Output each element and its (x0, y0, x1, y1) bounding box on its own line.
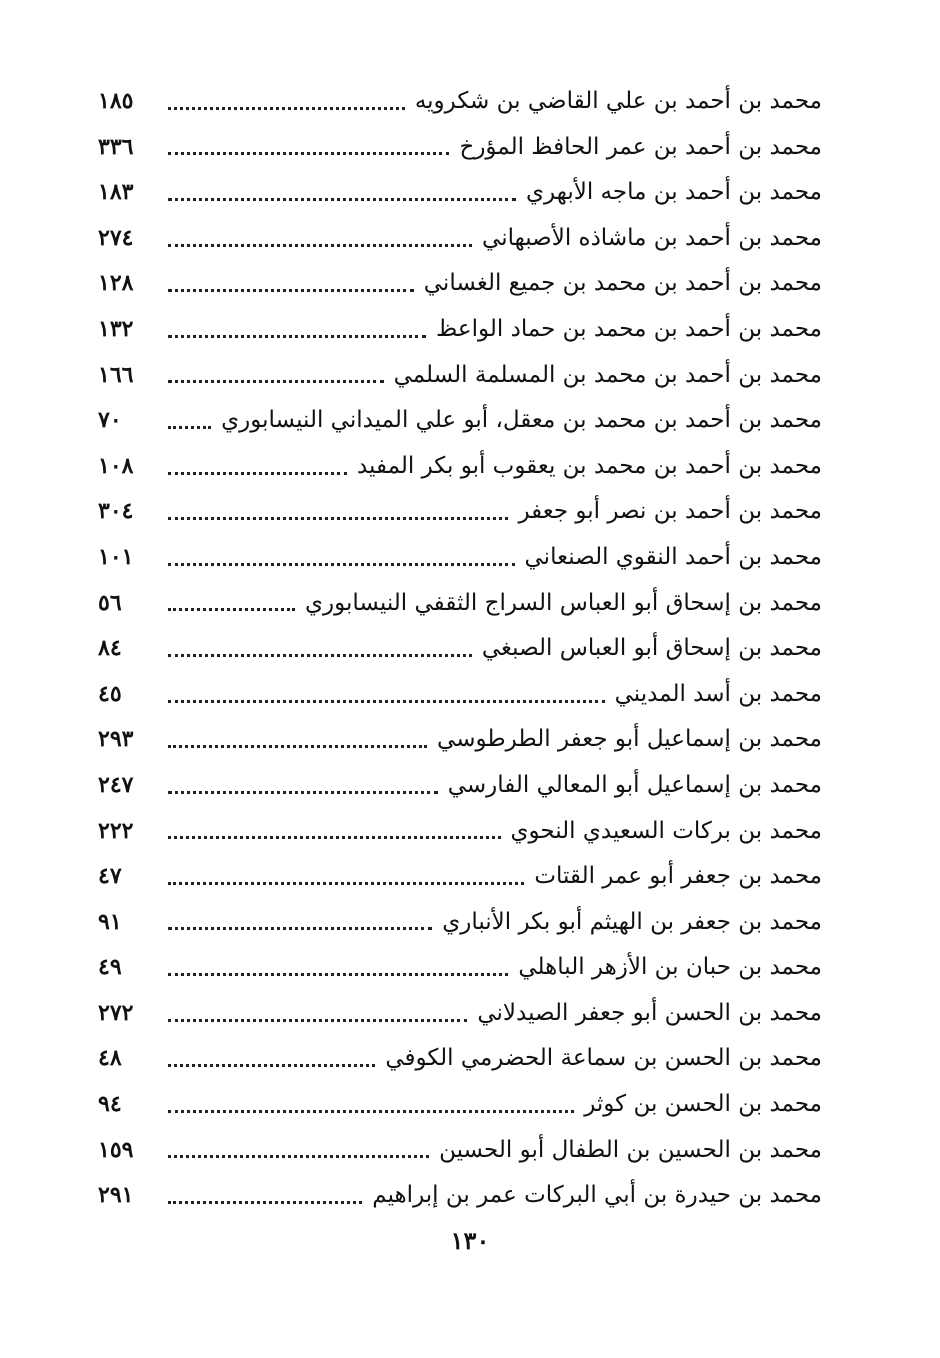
entry-page-number: ١٨٣ (98, 179, 134, 206)
entry-page-number: ٧٠ (98, 407, 122, 434)
index-entry (98, 763, 822, 809)
entry-name: محمد بن أسد المديني (614, 680, 822, 707)
index-entry (98, 717, 822, 763)
index-entry (98, 125, 822, 171)
index-entry (98, 581, 822, 627)
dot-leader (168, 516, 508, 520)
dot-leader (168, 1063, 375, 1067)
entry-name: محمد بن أحمد بن ماشاذه الأصبهاني (482, 224, 822, 251)
entry-page-number: ٤٩ (98, 954, 122, 981)
dot-leader (168, 1154, 429, 1158)
entry-page-number: ١٠١ (98, 543, 134, 570)
entry-name: محمد بن الحسن أبو جعفر الصيدلاني (477, 999, 822, 1026)
index-entry (98, 398, 822, 444)
entry-page-number: ٣٠٤ (98, 498, 134, 525)
entry-page-number: ٢٩١ (98, 1182, 134, 1209)
entry-page-number: ٤٥ (98, 680, 122, 707)
index-entry (98, 672, 822, 718)
dot-leader (168, 653, 472, 657)
index-entry (98, 1128, 822, 1174)
entry-name: محمد بن بركات السعيدي النحوي (510, 817, 822, 844)
index-entry (98, 945, 822, 991)
dot-leader (168, 151, 449, 155)
index-entry (98, 854, 822, 900)
entry-page-number: ٢٢٢ (98, 817, 134, 844)
index-entry (98, 79, 822, 125)
entry-page-number: ٣٣٦ (98, 133, 134, 160)
index-entry (98, 261, 822, 307)
index-entry (98, 1173, 822, 1219)
entry-name: محمد بن إسحاق أبو العباس السراج الثقفي النيسابوري (305, 589, 822, 616)
index-entry (98, 991, 822, 1037)
entry-name: محمد بن أحمد بن محمد بن جميع الغساني (423, 270, 822, 297)
index-entry (98, 353, 822, 399)
entry-page-number: ١٢٨ (98, 270, 134, 297)
dot-leader (168, 607, 295, 611)
dot-leader (168, 288, 414, 292)
entry-page-number: ٢٧٢ (98, 999, 134, 1026)
entry-name: محمد بن أحمد بن عمر الحافظ المؤرخ (459, 133, 822, 160)
entry-name: محمد بن حيدرة بن أبي البركات عمر بن إبراهيم (372, 1182, 822, 1209)
entry-page-number: ٤٨ (98, 1045, 122, 1072)
entry-page-number: ٤٧ (98, 863, 122, 890)
dot-leader (168, 699, 605, 703)
entry-page-number: ٩١ (98, 908, 122, 935)
entry-page-number: ٢٤٧ (98, 771, 134, 798)
index-entry (98, 216, 822, 262)
entry-name: محمد بن إسماعيل أبو جعفر الطرطوسي (437, 726, 822, 753)
page-number: ١٣٠ (450, 1226, 490, 1255)
dot-leader (168, 926, 432, 930)
index-entry (98, 1036, 822, 1082)
dot-leader (168, 1109, 574, 1113)
dot-leader (168, 197, 516, 201)
dot-leader (168, 243, 472, 247)
dot-leader (168, 1200, 362, 1204)
dot-leader (168, 379, 384, 383)
entry-name: محمد بن الحسن بن كوثر (584, 1091, 822, 1118)
entry-name: محمد بن جعفر بن الهيثم أبو بكر الأنباري (442, 908, 822, 935)
dot-leader (168, 744, 427, 748)
entry-page-number: ٨٤ (98, 635, 122, 662)
entry-name: محمد بن أحمد بن محمد بن حماد الواعظ (436, 315, 822, 342)
entry-name: محمد بن أحمد بن محمد بن المسلمة السلمي (393, 361, 822, 388)
dot-leader (168, 790, 438, 794)
entry-name: محمد بن أحمد بن محمد بن يعقوب أبو بكر المفيد (356, 452, 822, 479)
index-entry (98, 535, 822, 581)
index-entry (98, 809, 822, 855)
entry-name: محمد بن أحمد النقوي الصنعاني (524, 543, 822, 570)
index-entry (98, 489, 822, 535)
index-list (98, 79, 822, 1219)
entry-name: محمد بن الحسين بن الطفال أبو الحسين (439, 1136, 822, 1163)
dot-leader (168, 562, 515, 566)
index-entry (98, 307, 822, 353)
entry-name: محمد بن أحمد بن نصر أبو جعفر (518, 498, 822, 525)
dot-leader (168, 106, 405, 110)
dot-leader (168, 881, 524, 885)
entry-page-number: ١٨٥ (98, 88, 134, 114)
entry-page-number: ١٥٩ (98, 1136, 134, 1163)
entry-name: محمد بن إسحاق أبو العباس الصبغي (481, 635, 822, 662)
entry-page-number: ٩٤ (98, 1091, 122, 1118)
entry-page-number: ٢٩٣ (98, 726, 134, 753)
index-entry (98, 900, 822, 946)
entry-page-number: ٥٦ (98, 589, 122, 616)
entry-page-number: ٢٧٤ (98, 224, 134, 251)
entry-name: محمد بن أحمد بن ماجه الأبهري (526, 179, 822, 206)
index-entry (98, 170, 822, 216)
entry-name: محمد بن جعفر أبو عمر القتات (534, 863, 822, 890)
dot-leader (168, 972, 508, 976)
dot-leader (168, 835, 501, 839)
index-entry (98, 444, 822, 490)
entry-page-number: ١٣٢ (98, 315, 134, 342)
dot-leader (168, 425, 211, 429)
dot-leader (168, 1018, 467, 1022)
entry-name: محمد بن الحسن بن سماعة الحضرمي الكوفي (385, 1045, 822, 1072)
entry-name: محمد بن إسماعيل أبو المعالي الفارسي (447, 771, 822, 798)
index-entry (98, 626, 822, 672)
index-entry (98, 1082, 822, 1128)
entry-name: محمد بن حبان بن الأزهر الباهلي (518, 954, 822, 981)
entry-name: محمد بن أحمد بن علي القاضي بن شكرويه (414, 88, 822, 114)
dot-leader (168, 334, 426, 338)
dot-leader (168, 471, 347, 475)
entry-name: محمد بن أحمد بن محمد بن معقل، أبو علي الميداني النيسابوري (221, 407, 822, 434)
entry-page-number: ١٠٨ (98, 452, 134, 479)
entry-page-number: ١٦٦ (98, 361, 134, 388)
